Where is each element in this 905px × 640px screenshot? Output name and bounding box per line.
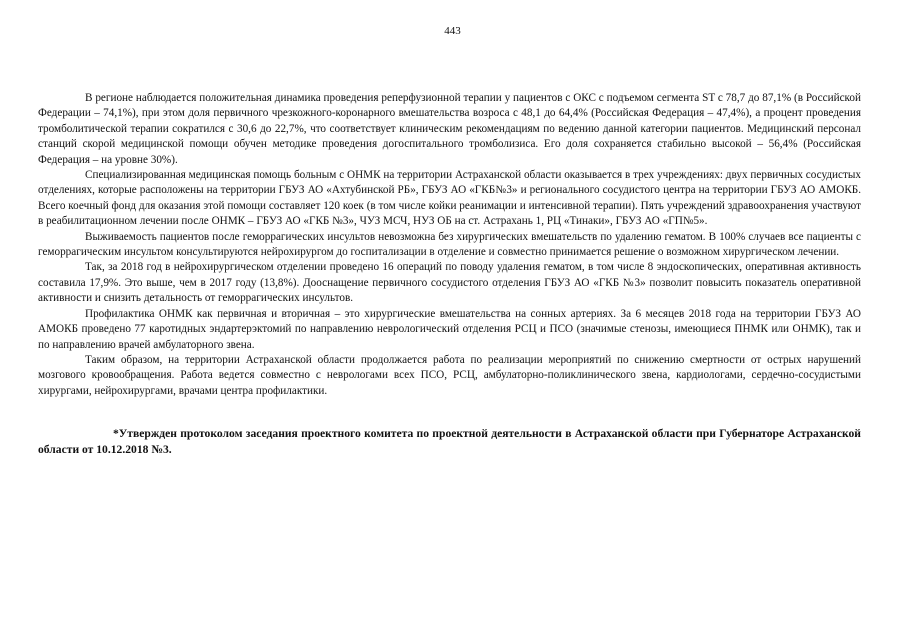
paragraph-specialized-care: Специализированная медицинская помощь больным с ОНМК на территории Астраханской области оказывается в трех учреждениях: двух первичных сосудистых отделениях, которые расположены на территории ГБУЗ АО «Ахтубинской РБ», ГБУЗ АО «ГКБ№3» и регионального сосудистого центра на территории ГБУЗ АО АМОКБ. Всего коечный фонд для оказания этой помощи составляет 120 коек (в том числе койки реанимации и интенсивной терапии). Пять учреждений здравоохранения участвуют в реабилитационном лечении после ОНМК – ГБУЗ АО «ГКБ №3», ЧУЗ МСЧ, НУЗ ОБ на ст. Астрахань 1, РЦ «Тинаки», ГБУЗ АО «ГП№5».	[38, 169, 861, 228]
paragraph-conclusion: Таким образом, на территории Астраханской области продолжается работа по реализации мероприятий по снижению смертности от острых нарушений мозгового кровообращения. Работа ведется совместно с неврологами всех ПСО, РСЦ, амбулаторно-поликлинического звена, кардиологами, сердечно-сосудистыми хирургами, нейрохирургами, врачами центра профилактики.	[38, 353, 861, 397]
paragraph-neurosurgery-activity: Так, за 2018 год в нейрохирургическом отделении проведено 16 операций по поводу удаления гематом, в том числе 8 эндоскопических, оперативная активность составила 17,9%. Это выше, чем в 2017 году (13,8%). Дооснащение первичного сосудистого отделения ГБУЗ АО «ГКБ №3» позволит повысить показатель оперативной активности и снизить детальность от геморрагических инсультов.	[38, 261, 861, 305]
footnote: *Утвержден протоколом заседания проектного комитета по проектной деятельности в Астраханской области при Губернаторе Астраханской области от 10.12.2018 №3.	[38, 427, 861, 456]
document-body	[38, 91, 861, 399]
paragraph-stroke-prevention: Профилактика ОНМК как первичная и вторичная – это хирургические вмешательства на сонных артериях. За 6 месяцев 2018 года на территории ГБУЗ АО АМОКБ проведено 77 каротидных эндартерэктомий по направлению неврологический отделения РСЦ и ПСО (значимые стенозы, имеющиеся ПНМК или ОНМК), так и по направлению врачей амбулаторного звена.	[38, 307, 861, 351]
paragraph-reperfusion-therapy: В регионе наблюдается положительная динамика проведения реперфузионной терапии у пациентов с ОКС с подъемом сегмента ST с 78,7 до 87,1% (в Российской Федерации – 74,1%), при этом доля первичного чрезкожного-коронарного вмешательства возроса с 48,1 до 64,4% (Российская Федерация – 47,4%), а процент проведения тромболитической терапии сократился с 30,6 до 22,7%, что соответствует клиническим рекомендациям по ведению данной категории пациентов. Медицинский персонал станций скорой медицинской помощи обучен методике проведения догоспитального тромболизиса. Его доля сохраняется стабильно высокой – 56,4% (Российская Федерация – на уровне 30%).	[38, 92, 861, 166]
paragraph-hemorrhagic-survival: Выживаемость пациентов после геморрагических инсультов невозможна без хирургических вмешательств по удалению гематом. В 100% случаев все пациенты с геморрагическим инсультом консультируются нейрохирургом до госпитализации в отделение и совместно принимается решение о возможном хирургическом лечении.	[38, 230, 861, 259]
page-number: 443	[444, 25, 461, 37]
